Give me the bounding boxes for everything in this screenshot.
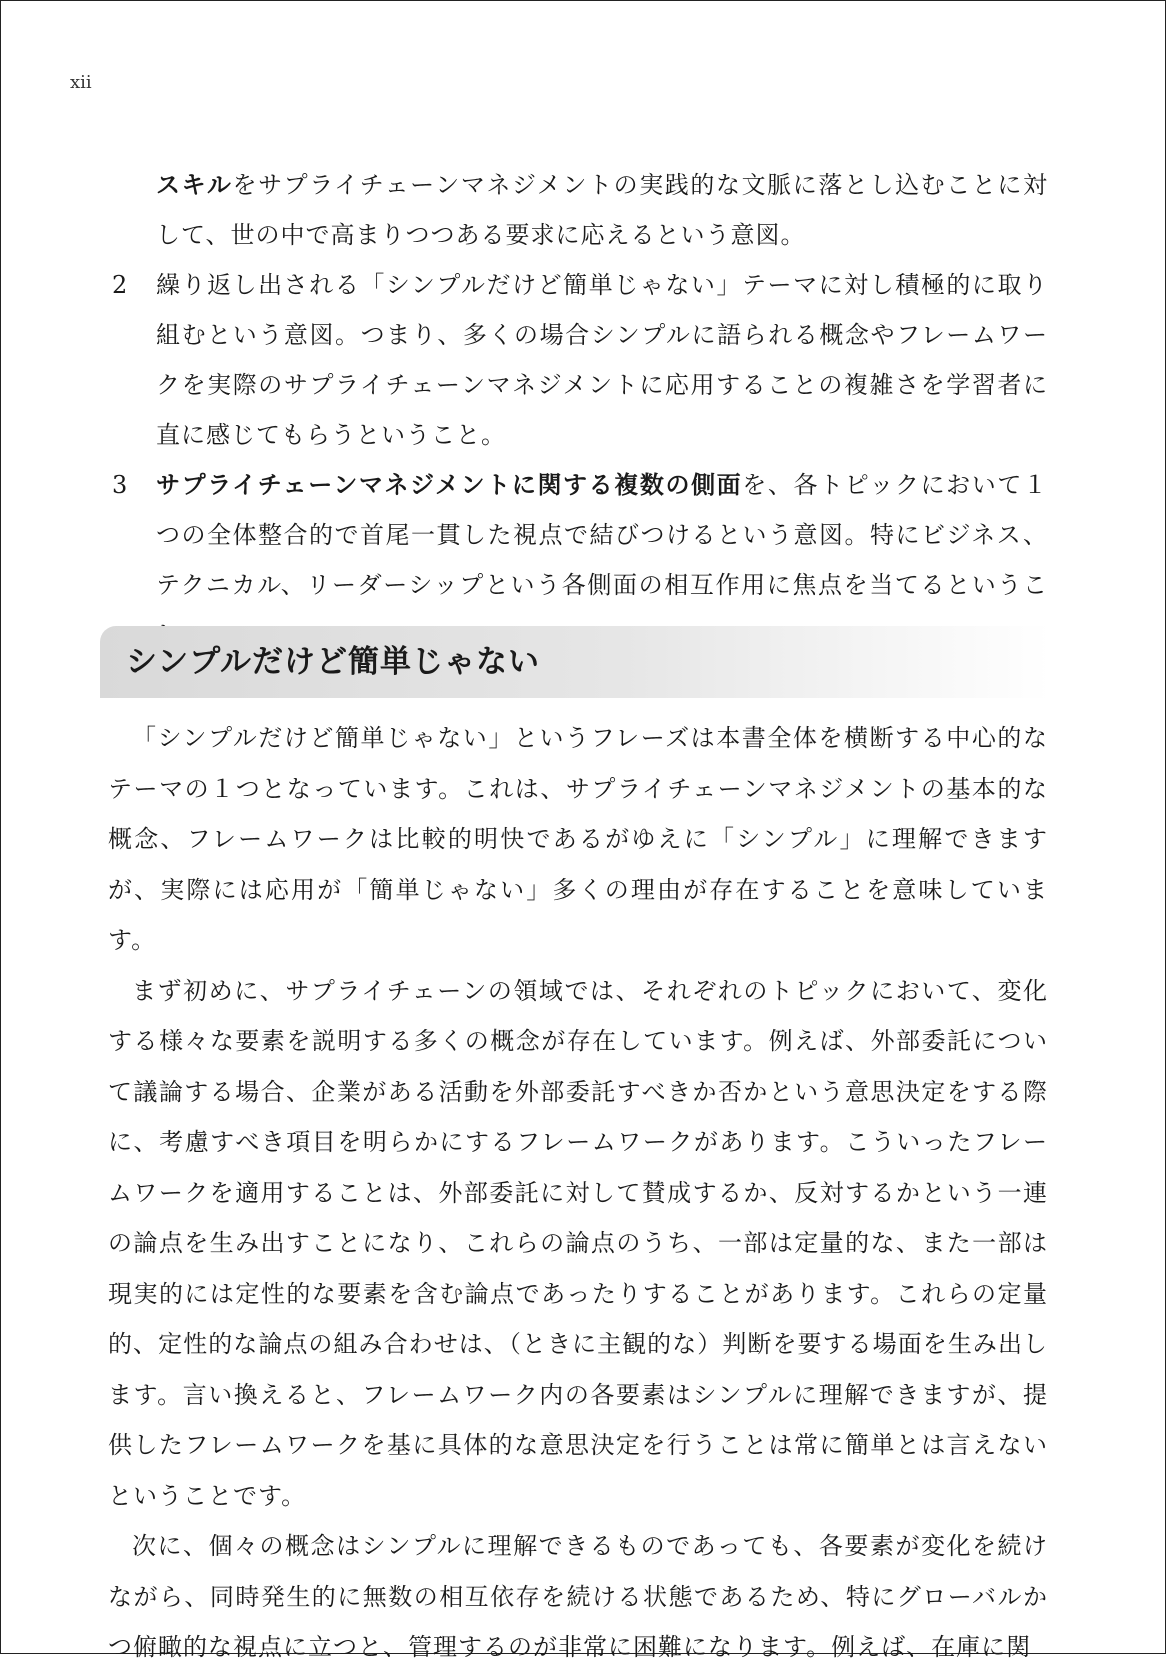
list-text (156, 260, 1048, 460)
intro-continuation (156, 160, 1048, 260)
list-number: 2 (112, 271, 129, 299)
page-number: xii (70, 72, 92, 93)
list-item-2 (108, 260, 1048, 460)
intro-bold-term: スキル (156, 171, 233, 199)
intro-continuation-text: をサプライチェーンマネジメントの実践的な文脈に落とし込むことに対して、世の中で高まりつつある要求に応えるという意図。 (156, 171, 1048, 249)
section-title: シンプルだけど簡単じゃない (126, 644, 540, 680)
body-paragraph-2: まず初めに、サプライチェーンの領域では、それぞれのトピックにおいて、変化する様々な要素を説明する多くの概念が存在しています。例えば、外部委託について議論する場合、企業がある活動を外部委託すべきか否かという意思決定をする際に、考慮すべき項目を明らかにするフレームワークがあります。こういったフレームワークを適用することは、外部委託に対して賛成するか、反対するかという一連の論点を生み出すことになり、これらの論点のうち、一部は定量的な、また一部は現実的には定性的な要素を含む論点であったりすることがあります。これらの定量的、定性的な論点の組み合わせは、（ときに主観的な）判断を要する場面を生み出します。言い換えると、フレームワーク内の各要素はシンプルに理解できますが、提供したフレームワークを基に具体的な意思決定を行うことは常に簡単とは言えないということです。 (108, 976, 1048, 1510)
list-body: 繰り返し出される「シンプルだけど簡単じゃない」テーマに対し積極的に取り組むという意図。つまり、多くの場合シンプルに語られる概念やフレームワークを実際のサプライチェーンマネジメントに応用することの複雑さを学習者に直に感じてもらうということ。 (156, 271, 1048, 449)
body-paragraph-1: 「シンプルだけど簡単じゃない」というフレーズは本書全体を横断する中心的なテーマの１つとなっています。これは、サプライチェーンマネジメントの基本的な概念、フレームワークは比較的明快であるがゆえに「シンプル」に理解できますが、実際には応用が「簡単じゃない」多くの理由が存在することを意味しています。 (108, 724, 1048, 954)
body-paragraph-3: 次に、個々の概念はシンプルに理解できるものであっても、各要素が変化を続けながら、同時発生的に無数の相互依存を続ける状態であるため、特にグローバルかつ俯瞰的な視点に立つと、管理するのが非常に困難になります。例えば、在庫に関 (108, 1532, 1048, 1661)
list-body: を、各トピックにおいて１つの全体整合的で首尾一貫した視点で結びつけるという意図。特にビジネス、テクニカル、リーダーシップという各側面の相互作用に焦点を当てるというこ (156, 471, 1048, 599)
section-heading-band (100, 626, 1050, 698)
list-bold-term: サプライチェーンマネジメントに関する複数の側面 (156, 471, 743, 499)
list-number: 3 (112, 471, 129, 499)
intro-list (108, 160, 1048, 660)
section-body (108, 713, 1048, 1673)
